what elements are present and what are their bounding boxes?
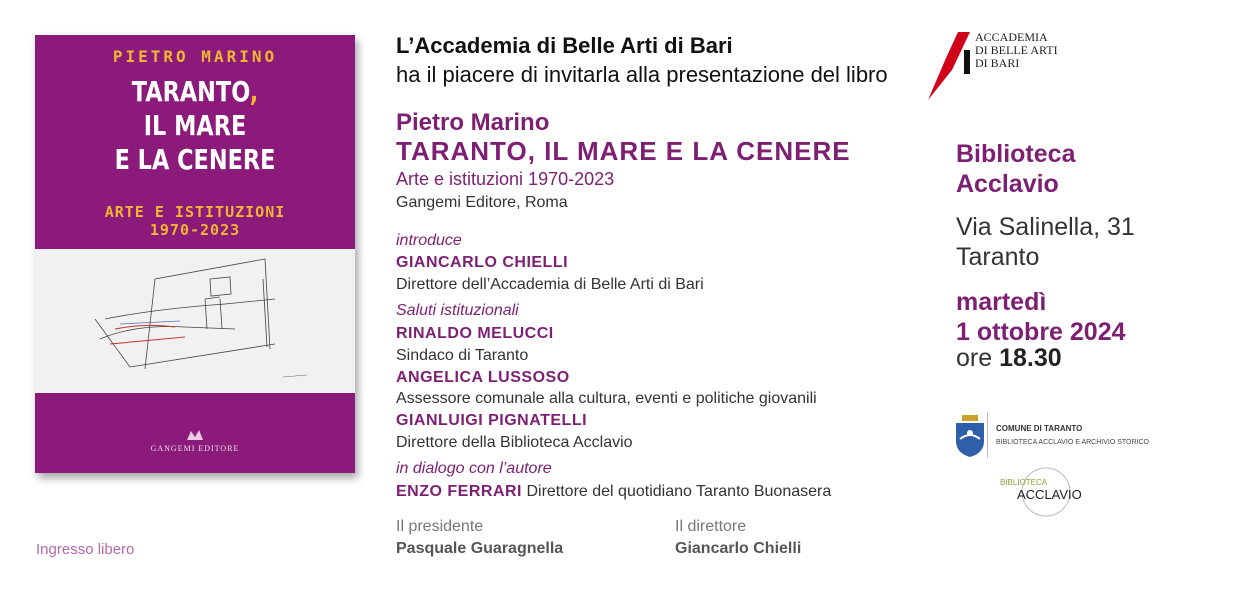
speaker-line <box>396 483 831 501</box>
event-day: martedì <box>956 288 1047 316</box>
speaker-role: Direttore della Biblioteca Acclavio <box>396 434 633 451</box>
cover-publisher <box>35 428 355 453</box>
publisher-emblem-icon <box>185 428 205 442</box>
cover-title-comma: , <box>249 75 259 108</box>
introduce-label: introduce <box>396 232 462 249</box>
venue-name-line1: Biblioteca <box>956 140 1076 168</box>
cover-subtitle-line2: 1970-2023 <box>149 221 241 239</box>
speaker-name: GIANCARLO CHIELLI <box>396 254 569 271</box>
comune-subtitle: BIBLIOTECA ACCLAVIO E ARCHIVIO STORICO <box>996 439 1150 446</box>
cover-author: PIETRO MARINO <box>112 47 278 66</box>
cover-subtitle <box>35 203 355 239</box>
event-time <box>956 344 1062 373</box>
book-subtitle: Arte e istituzioni 1970-2023 <box>396 169 615 189</box>
speaker-name: RINALDO MELUCCI <box>396 325 554 342</box>
saluti-label: Saluti istituzionali <box>396 302 519 319</box>
accademia-line2: DI BELLE ARTI <box>975 43 1058 57</box>
comune-title: COMUNE DI TARANTO <box>996 424 1083 433</box>
cover-title-line3: E LA CENERE <box>114 143 276 176</box>
time-prefix: ore <box>956 344 993 372</box>
sketch-artwork <box>35 249 355 393</box>
cover-title <box>67 75 323 177</box>
cover-publisher-name: GANGEMI EDITORE <box>150 444 240 453</box>
speaker-role: Assessore comunale alla cultura, eventi e politiche giovanili <box>396 390 817 407</box>
event-date <box>956 287 1126 347</box>
accademia-logo-text <box>975 31 1058 70</box>
venue-address <box>956 212 1135 272</box>
president-name: Pasquale Guaragnella <box>396 540 564 557</box>
free-entry-note: Ingresso libero <box>36 541 135 558</box>
accademia-line3: DI BARI <box>975 56 1020 70</box>
book-author: Pietro Marino <box>396 109 550 136</box>
cover-title-line1: TARANTO <box>131 75 250 108</box>
speaker-role: Direttore dell’Accademia di Belle Arti di Bari <box>396 276 704 293</box>
venue-name-line2: Acclavio <box>956 170 1059 198</box>
speaker-name: ANGELICA LUSSOSO <box>396 369 570 386</box>
acclavio-label: ACCLAVIO <box>1017 487 1082 502</box>
book-publisher: Gangemi Editore, Roma <box>396 194 568 211</box>
event-date-value: 1 ottobre 2024 <box>956 318 1126 346</box>
accademia-line1: ACCADEMIA <box>975 30 1048 44</box>
time-value: 18.30 <box>999 344 1062 372</box>
invite-heading: L’Accademia di Belle Arti di Bari <box>396 33 733 58</box>
comune-coat-of-arms-icon <box>950 413 990 459</box>
president-label: Il presidente <box>396 518 484 535</box>
dialogo-label: in dialogo con l’autore <box>396 460 552 477</box>
address-city: Taranto <box>956 243 1040 271</box>
invite-subheading: ha il piacere di invitarla alla presentazione del libro <box>396 62 888 87</box>
book-title: TARANTO, IL MARE E LA CENERE <box>396 136 851 166</box>
cover-artwork <box>35 249 355 393</box>
speaker-role: Sindaco di Taranto <box>396 347 529 364</box>
director-label: Il direttore <box>675 518 747 535</box>
biblioteca-label: BIBLIOTECA <box>1000 478 1048 487</box>
speaker-role: Direttore del quotidiano Taranto Buonasera <box>526 483 832 500</box>
comune-divider <box>987 412 988 458</box>
address-street: Via Salinella, 31 <box>956 213 1135 241</box>
venue-name <box>956 139 1075 199</box>
cover-subtitle-line1: ARTE E ISTITUZIONI <box>104 203 286 221</box>
speaker-name: ENZO FERRARI <box>396 483 522 500</box>
cover-title-line2: IL MARE <box>143 109 247 142</box>
director-name: Giancarlo Chielli <box>675 540 802 557</box>
speaker-name: GIANLUIGI PIGNATELLI <box>396 412 588 429</box>
book-cover <box>35 35 355 473</box>
